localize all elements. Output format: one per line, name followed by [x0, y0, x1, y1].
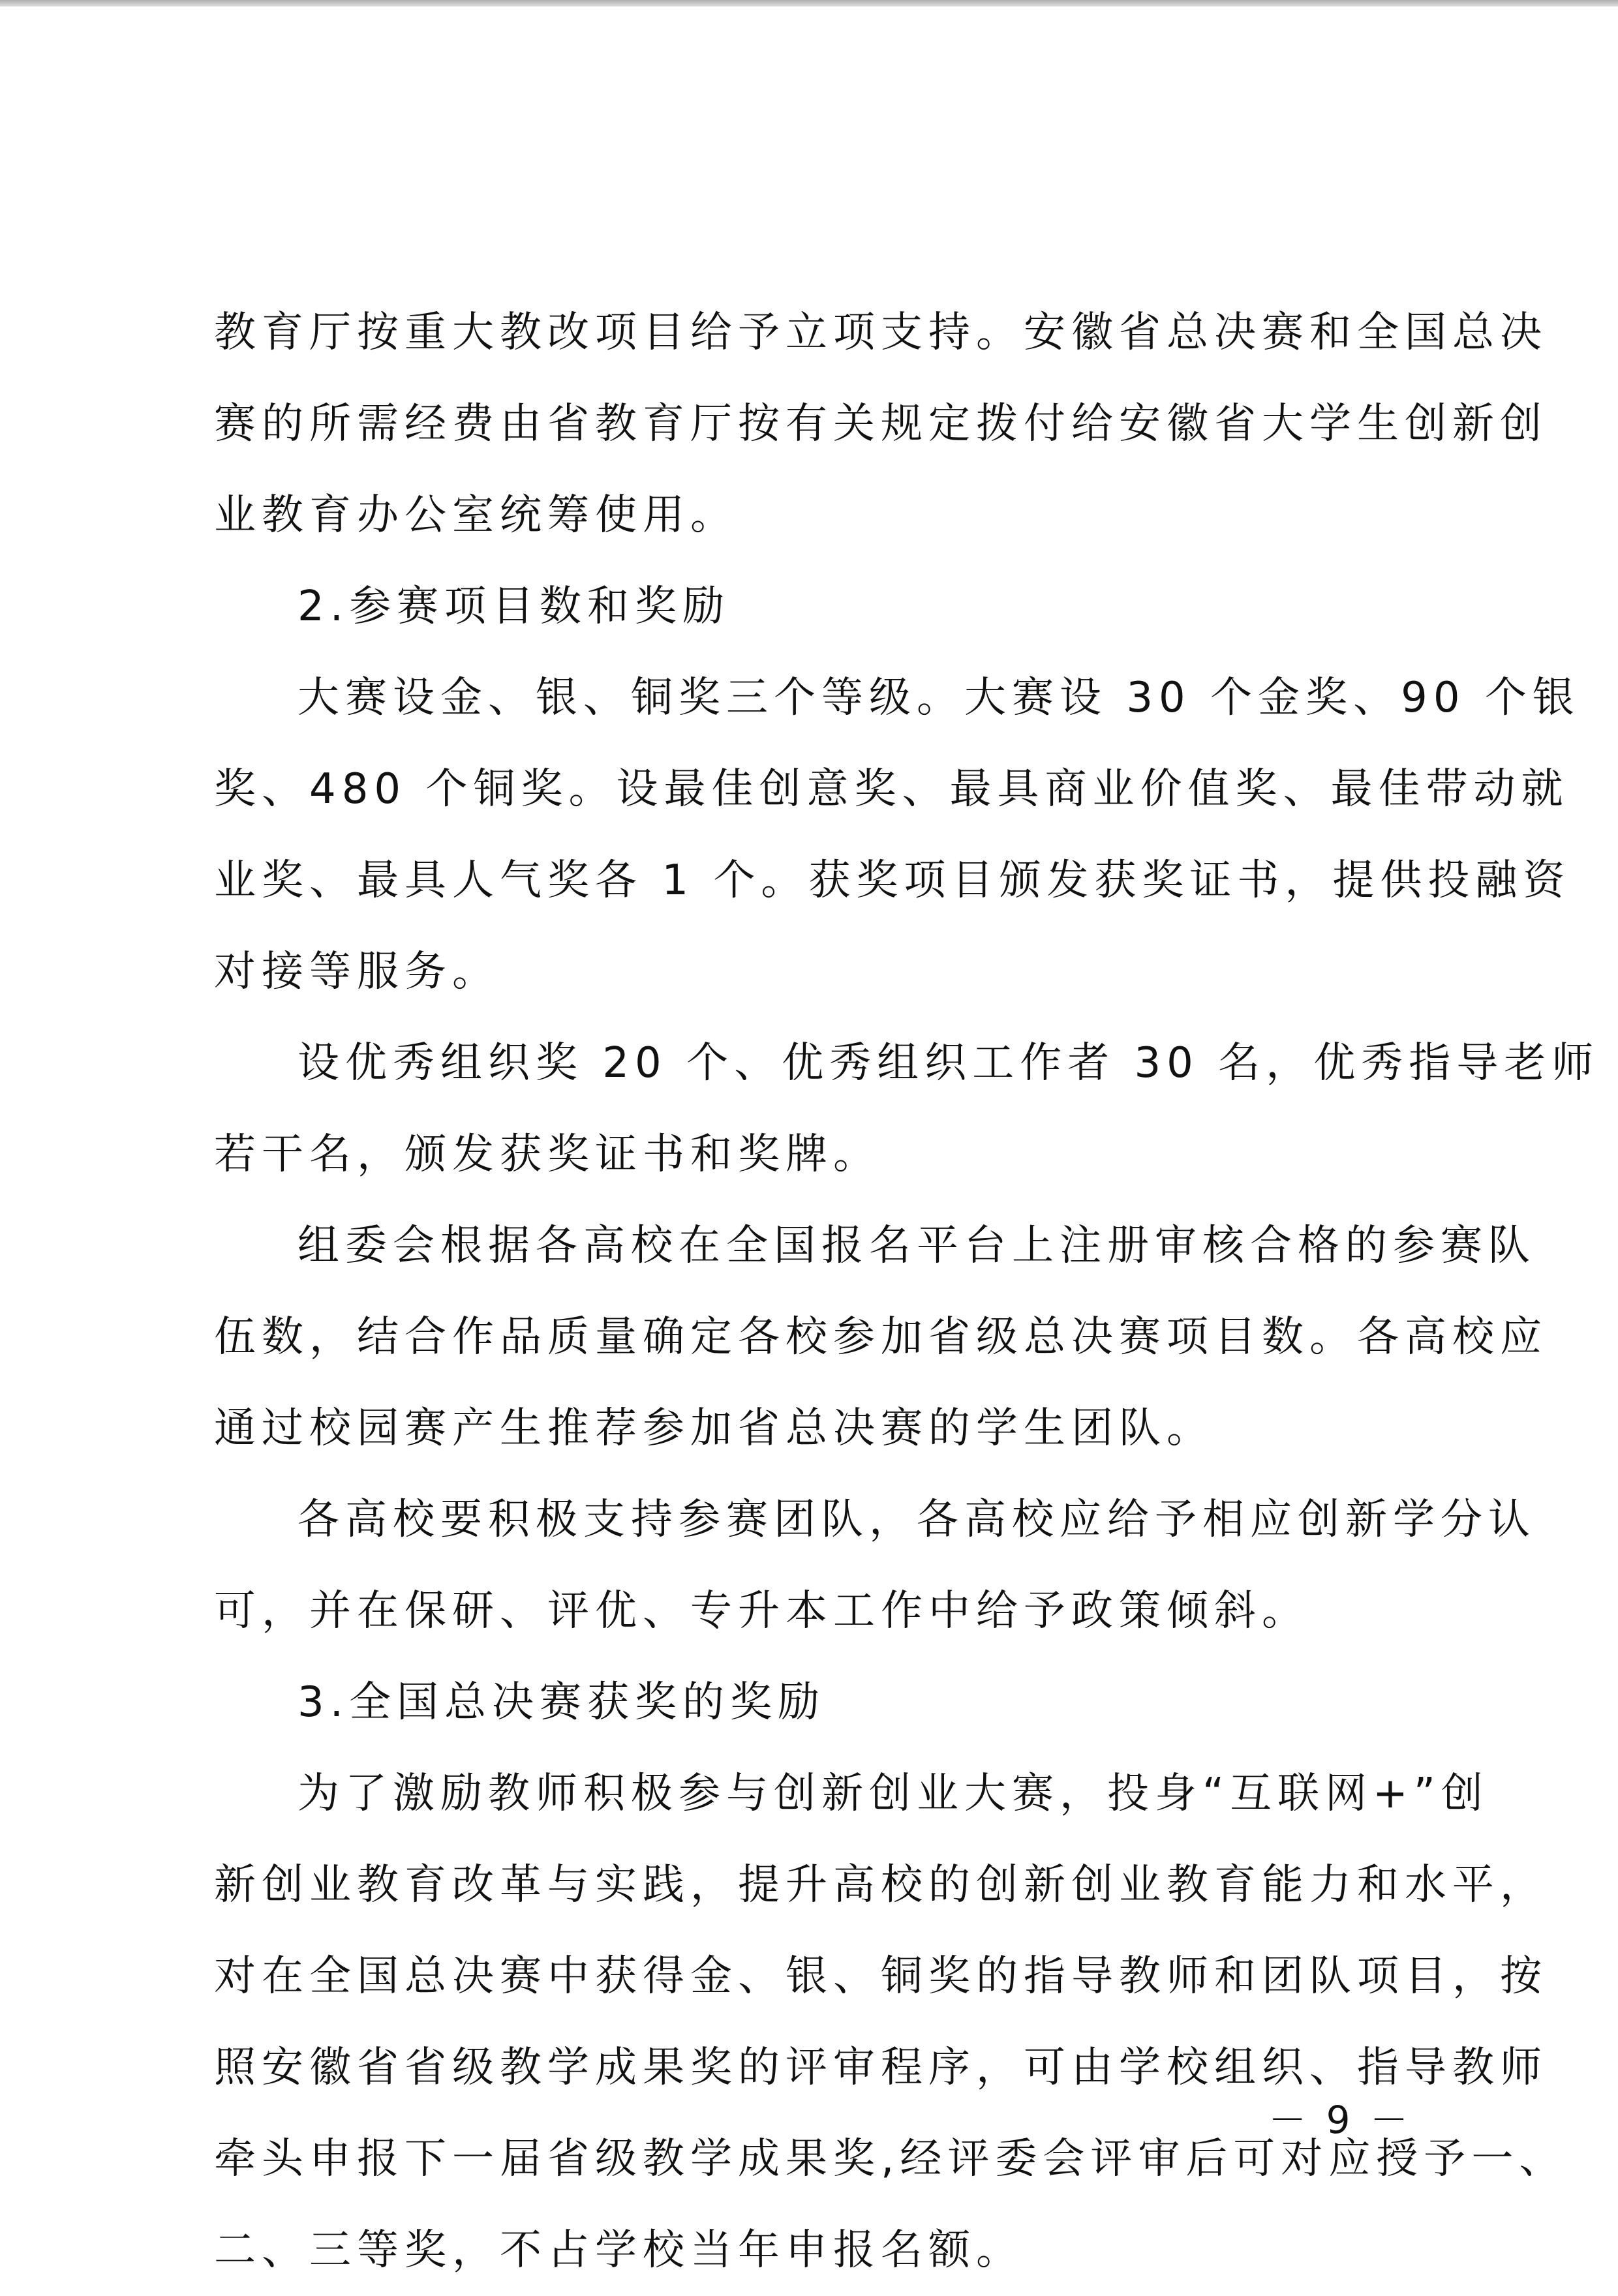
section-heading: 3.全国总决赛获奖的奖励 — [298, 1678, 826, 1727]
text-line: 设优秀组织奖 20 个、优秀组织工作者 30 名，优秀指导老师 — [298, 1039, 1600, 1087]
text-line: 二、三等奖，不占学校当年申报名额。 — [214, 2226, 1024, 2274]
text-line: 可，并在保研、评优、专升本工作中给予政策倾斜。 — [214, 1587, 1309, 1635]
text-line: 照安徽省省级教学成果奖的评审程序，可由学校组织、指导教师 — [214, 2044, 1548, 2092]
text-line: 业奖、最具人气奖各 1 个。获奖项目颁发获奖证书，提供投融资 — [214, 856, 1571, 905]
text-line: 各高校要积极支持参赛团队，各高校应给予相应创新学分认 — [298, 1496, 1536, 1544]
text-line: 若干名，颁发获奖证书和奖牌。 — [214, 1130, 881, 1179]
text-line: 伍数，结合作品质量确定各校参加省级总决赛项目数。各高校应 — [214, 1313, 1548, 1361]
text-line: 赛的所需经费由省教育厅按有关规定拨付给安徽省大学生创新创 — [214, 400, 1548, 448]
text-line: 通过校园赛产生推荐参加省总决赛的学生团队。 — [214, 1404, 1214, 1453]
scan-top-edge — [0, 0, 1618, 7]
text-line: 奖、480 个铜奖。设最佳创意奖、最具商业价值奖、最佳带动就 — [214, 765, 1569, 813]
page-number: － 9 － — [1268, 2098, 1412, 2142]
text-line: 新创业教育改革与实践，提升高校的创新创业教育能力和水平， — [214, 1861, 1548, 1909]
text-line: 业教育办公室统筹使用。 — [214, 491, 738, 539]
text-line: 为了激励教师积极参与创新创业大赛，投身“互联网+”创 — [298, 1770, 1489, 1818]
document-body — [214, 287, 1600, 2296]
text-line: 牵头申报下一届省级教学成果奖,经评委会评审后可对应授予一、 — [214, 2135, 1567, 2183]
text-line: 对接等服务。 — [214, 948, 500, 996]
text-line: 大赛设金、银、铜奖三个等级。大赛设 30 个金奖、90 个银 — [298, 674, 1580, 722]
text-line: 教育厅按重大教改项目给予立项支持。安徽省总决赛和全国总决 — [214, 309, 1548, 357]
section-heading: 2.参赛项目数和奖励 — [298, 582, 731, 631]
text-line: 对在全国总决赛中获得金、银、铜奖的指导教师和团队项目，按 — [214, 1952, 1548, 2001]
text-line: 组委会根据各高校在全国报名平台上注册审核合格的参赛队 — [298, 1222, 1536, 1270]
